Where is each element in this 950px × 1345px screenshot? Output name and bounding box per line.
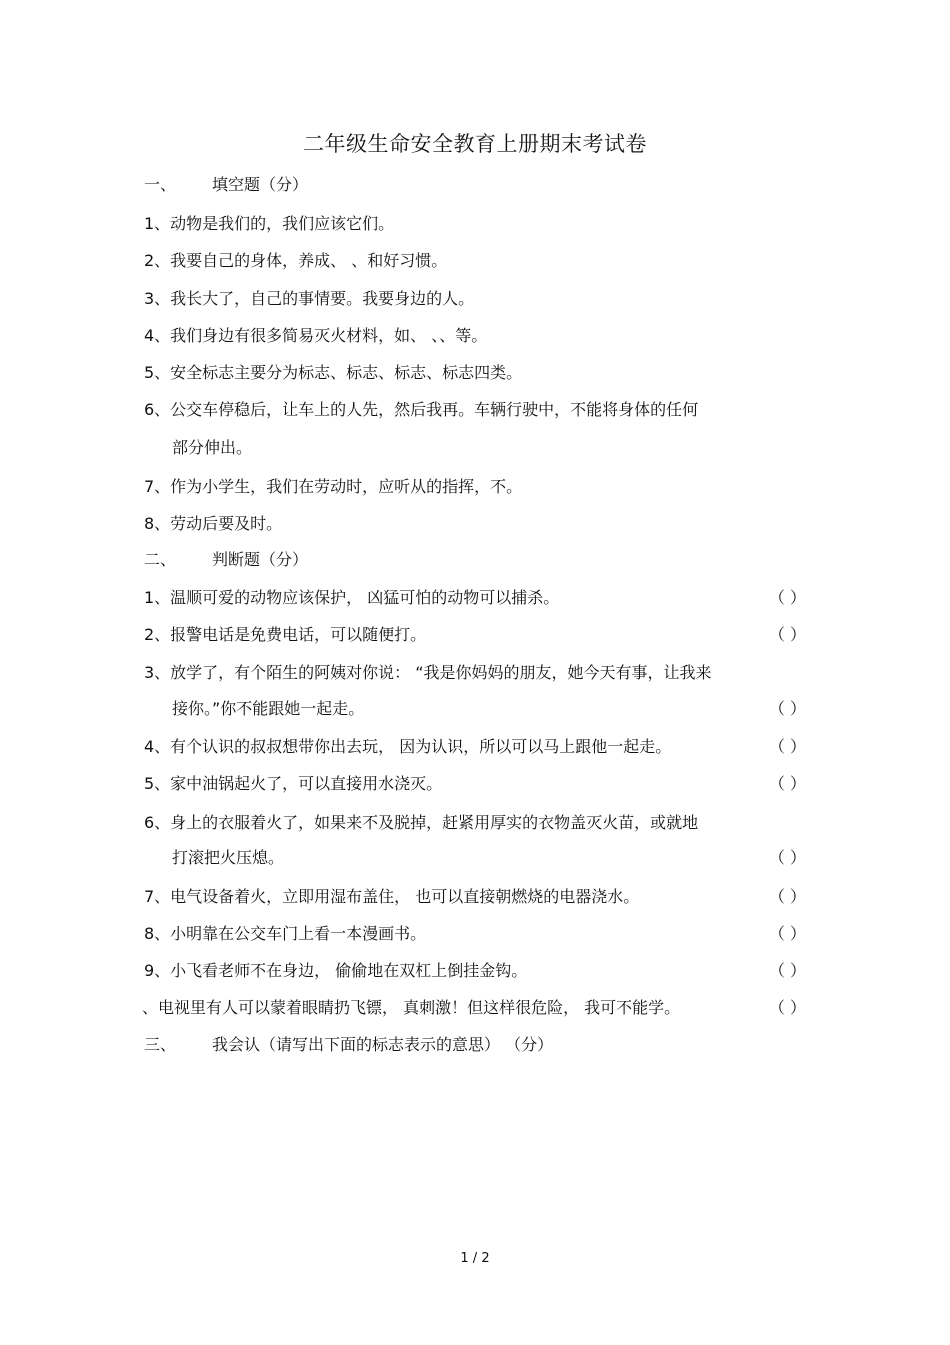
judge-text: 6、身上的衣服着火了，如果来不及脱掉，赶紧用厚实的衣物盖灭火苗，或就地 <box>144 813 699 832</box>
question-line: 8、劳动后要及时。 <box>144 514 283 533</box>
judge-text: 4、有个认识的叔叔想带你出去玩， 因为认识，所以可以马上跟他一起走。 <box>144 737 672 756</box>
judge-item <box>144 624 806 646</box>
section-3-heading <box>144 1034 806 1056</box>
judge-text: 9、小飞看老师不在身边， 偷偷地在双杠上倒挂金钩。 <box>144 961 528 980</box>
question-line: 5、安全标志主要分为标志、标志、标志、标志四类。 <box>144 363 523 382</box>
answer-parentheses: （ ） <box>768 737 806 756</box>
judge-item <box>144 923 806 945</box>
judge-item-continued <box>172 698 806 720</box>
judge-text: 5、家中油锅起火了，可以直接用水浇灭。 <box>144 774 443 793</box>
judge-text: 8、小明靠在公交车门上看一本漫画书。 <box>144 924 427 943</box>
answer-parentheses: （ ） <box>768 625 806 644</box>
answer-parentheses: （ ） <box>768 961 806 980</box>
answer-parentheses: （ ） <box>768 774 806 793</box>
judge-item <box>144 886 806 908</box>
page-number: 1 / 2 <box>460 1251 490 1266</box>
judge-text: 、电视里有人可以蒙着眼睛扔飞镖， 真刺激！但这样很危险， 我可不能学。 <box>142 998 681 1017</box>
judge-text: 2、报警电话是免费电话，可以随便打。 <box>144 625 427 644</box>
judge-text: 1、温顺可爱的动物应该保护， 凶猛可怕的动物可以捕杀。 <box>144 588 560 607</box>
judge-text: 打滚把火压熄。 <box>172 848 285 867</box>
section-number: 三、 <box>144 1035 177 1054</box>
judge-item <box>144 736 806 758</box>
question-line: 1、动物是我们的，我们应该它们。 <box>144 214 395 233</box>
section-number: 二、 <box>144 550 177 569</box>
question-line: 2、我要自己的身体，养成、 、和好习惯。 <box>144 251 448 270</box>
section-number: 一、 <box>144 175 177 194</box>
judge-item <box>144 812 806 834</box>
answer-parentheses: （ ） <box>768 848 806 867</box>
section-label: 我会认（请写出下面的标志表示的意思） （分） <box>212 1035 554 1054</box>
question-line-continued: 部分伸出。 <box>172 438 253 457</box>
section-2-heading <box>144 549 806 571</box>
judge-item <box>144 587 806 609</box>
answer-parentheses: （ ） <box>768 998 806 1017</box>
question-line: 7、作为小学生，我们在劳动时，应听从的指挥，不。 <box>144 477 523 496</box>
section-label: 填空题（分） <box>212 175 309 194</box>
judge-item-continued <box>172 847 806 869</box>
answer-parentheses: （ ） <box>768 887 806 906</box>
question-line: 6、公交车停稳后，让车上的人先，然后我再。车辆行驶中，不能将身体的任何 <box>144 400 699 419</box>
page-title: 二年级生命安全教育上册期末考试卷 <box>303 132 647 156</box>
answer-parentheses: （ ） <box>768 699 806 718</box>
question-line: 4、我们身边有很多简易灭火材料，如、 、、等。 <box>144 326 488 345</box>
judge-item <box>144 662 806 684</box>
judge-item <box>142 997 806 1019</box>
judge-text: 接你。”你不能跟她一起走。 <box>172 699 365 718</box>
question-line: 3、我长大了，自己的事情要。我要身边的人。 <box>144 289 475 308</box>
answer-parentheses: （ ） <box>768 588 806 607</box>
judge-text: 3、放学了，有个陌生的阿姨对你说： “我是你妈妈的朋友，她今天有事，让我来 <box>144 663 712 682</box>
section-label: 判断题（分） <box>212 550 309 569</box>
judge-item <box>144 960 806 982</box>
section-1-heading <box>144 174 806 196</box>
judge-text: 7、电气设备着火，立即用湿布盖住， 也可以直接朝燃烧的电器浇水。 <box>144 887 640 906</box>
judge-item <box>144 773 806 795</box>
answer-parentheses: （ ） <box>768 924 806 943</box>
